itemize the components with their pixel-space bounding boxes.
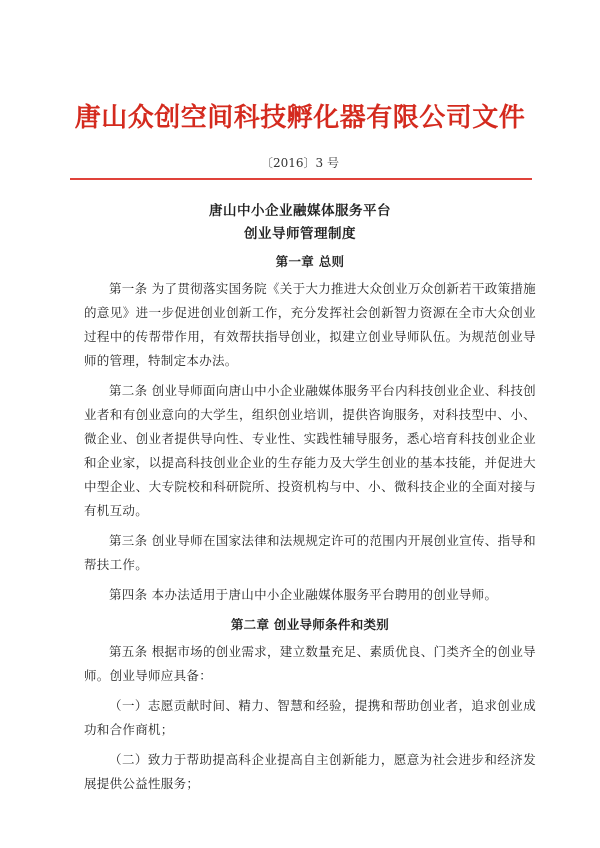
document-body (84, 250, 536, 802)
article-5: 第五条 根据市场的创业需求，建立数量充足、素质优良、门类齐全的创业导师。创业导师应具备： (84, 644, 536, 683)
article-5-item-1: （一）志愿贡献时间、精力、智慧和经验，提携和帮助创业者，追求创业成功和合作商机； (84, 698, 536, 737)
company-title: 唐山众创空间科技孵化器有限公司文件 (74, 103, 526, 133)
article-4: 第四条 本办法适用于唐山中小企业融媒体服务平台聘用的创业导师。 (109, 587, 498, 602)
document-title-line2: 创业导师管理制度 (244, 226, 356, 242)
document-number: 〔2016〕3 号 (261, 156, 339, 170)
article-2: 第二条 创业导师面向唐山中小企业融媒体服务平台内科技创业企业、科技创业者和有创业意向的大学生，组织创业培训，提供咨询服务，对科技型中、小、微企业、创业者提供导向性、专业性、实践性辅导服务，悉心培育科技创业企业和企业家，以提高科技创业企业的生存能力及大学生创业的基本技能，并促进大中型企业、大专院校和科研院所、投资机构与中、小、微科技企业的全面对接与有机互动。 (84, 383, 536, 518)
chapter-1-heading: 第一章 总则 (275, 254, 345, 269)
article-5-item-2: （二）致力于帮助提高科企业提高自主创新能力，愿意为社会进步和经济发展提供公益性服务； (84, 752, 536, 791)
document-title-line1: 唐山中小企业融媒体服务平台 (209, 203, 391, 219)
article-1: 第一条 为了贯彻落实国务院《关于大力推进大众创业万众创新若干政策措施的意见》进一步促进创业创新工作，充分发挥社会创新智力资源在全市大众创业过程中的传帮带作用，有效帮扶指导创业，拟建立创业导师队伍。为规范创业导师的管理，特制定本办法。 (84, 281, 536, 368)
chapter-2-heading: 第二章 创业导师条件和类别 (230, 617, 390, 632)
article-3: 第三条 创业导师在国家法律和法规规定许可的范围内开展创业宣传、指导和帮扶工作。 (84, 533, 536, 572)
red-divider (70, 178, 532, 180)
